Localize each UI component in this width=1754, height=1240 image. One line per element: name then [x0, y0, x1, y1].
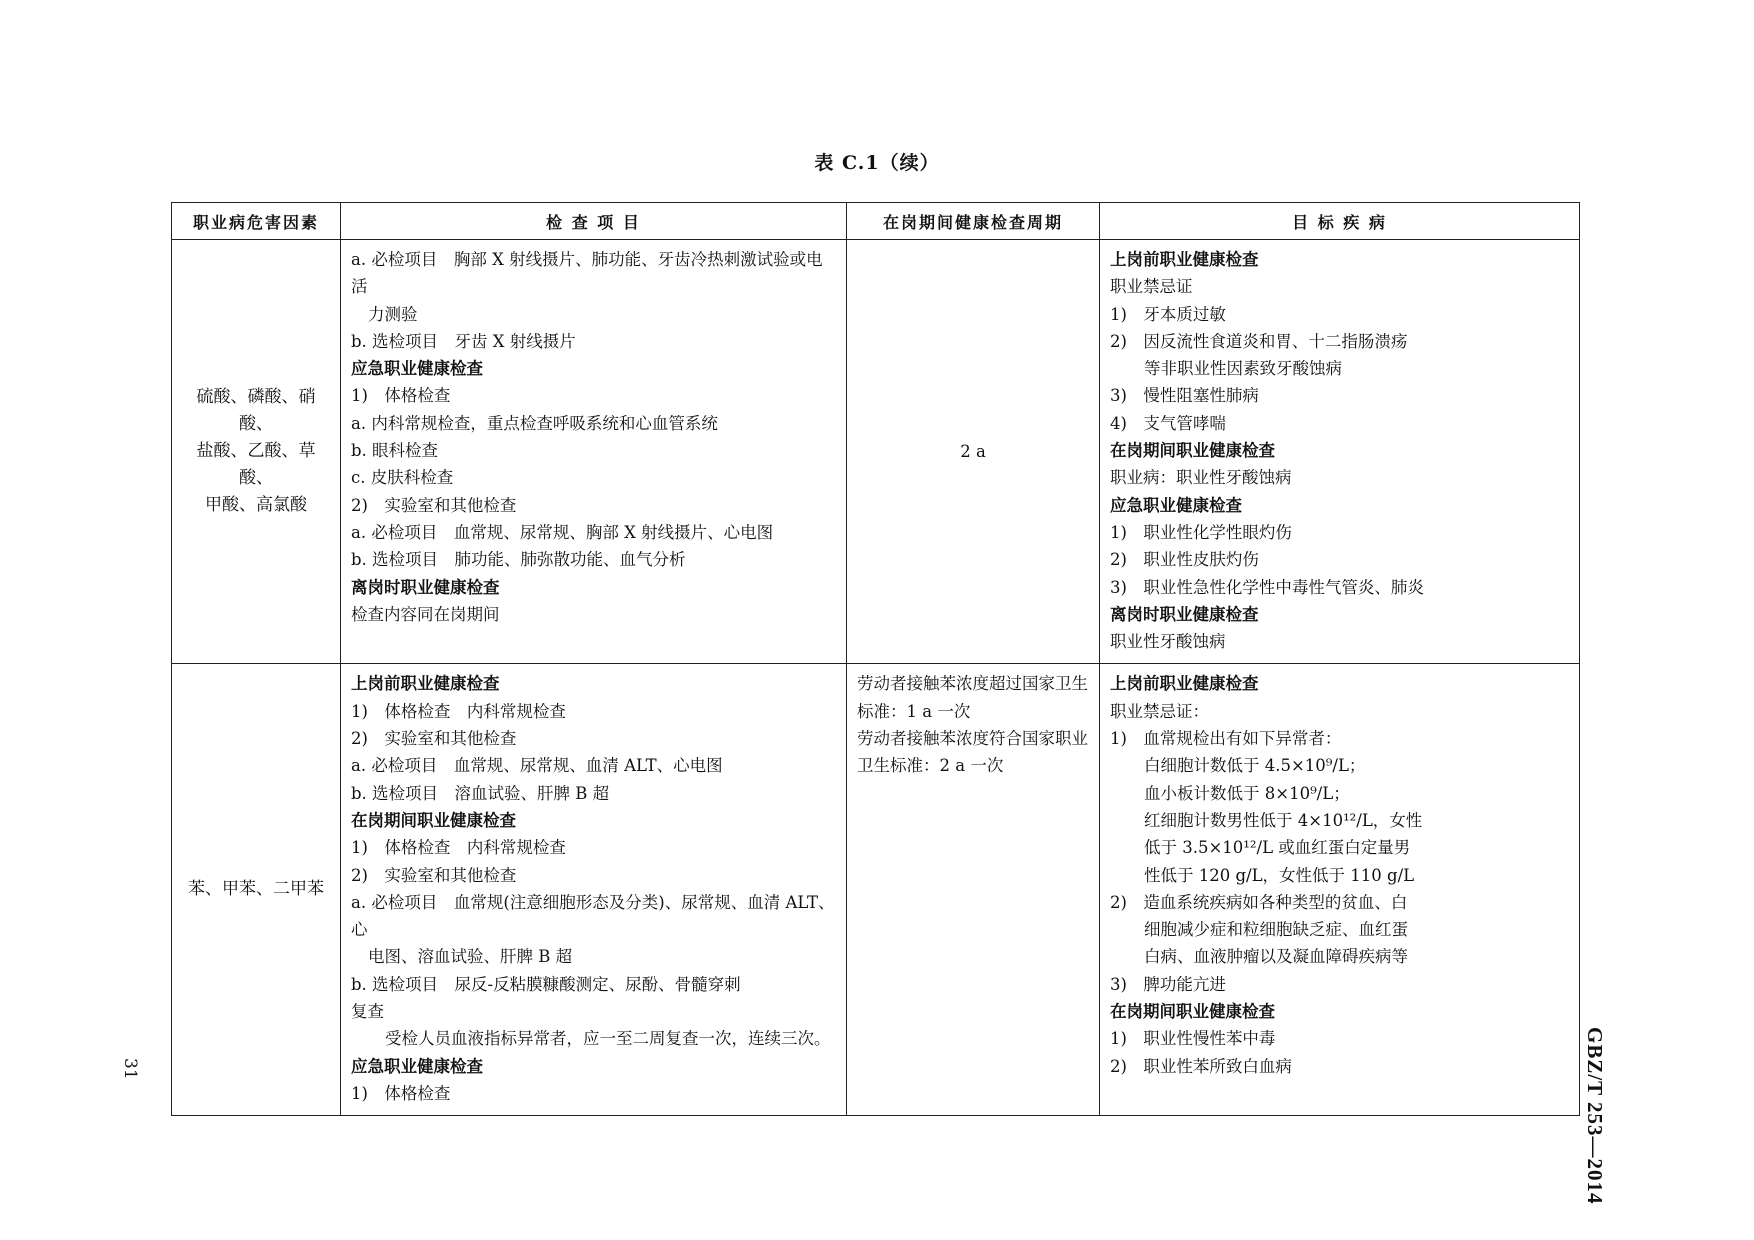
health-check-table	[171, 202, 1580, 1116]
text-line: 1) 血常规检出有如下异常者：	[1110, 729, 1342, 749]
items-lines	[341, 240, 846, 636]
text-line: 细胞减少症和粒细胞缺乏症、血红蛋	[1144, 920, 1408, 940]
period-line: 标准：1 a 一次	[857, 701, 971, 721]
section-heading: 应急职业健康检查	[351, 359, 483, 379]
text-line: 受检人员血液指标异常者，应一至二周复查一次，连续三次。	[385, 1029, 831, 1049]
page-number: 31	[120, 1058, 140, 1080]
section-heading: 离岗时职业健康检查	[351, 577, 500, 597]
factor-cell	[172, 240, 341, 664]
period-line: 劳动者接触苯浓度符合国家职业	[857, 729, 1088, 749]
text-line: 2) 职业性皮肤灼伤	[1110, 550, 1259, 570]
text-line: 2) 因反流性食道炎和胃、十二指肠溃疡	[1110, 331, 1408, 351]
items-lines	[341, 664, 846, 1115]
text-line: b. 选检项目 肺功能、肺弥散功能、血气分析	[351, 550, 686, 570]
standard-code: GBZ/T 253—2014	[1583, 1027, 1607, 1205]
period-cell	[847, 664, 1100, 1116]
text-line: 等非职业性因素致牙酸蚀病	[1144, 359, 1342, 379]
factor-line: 盐酸、乙酸、草酸、	[196, 441, 316, 489]
period-value: 2 a	[960, 442, 986, 462]
text-line: 低于 3.5×10¹²/L 或血红蛋白定量男	[1144, 838, 1411, 858]
table-row	[172, 240, 1580, 664]
header-diseases: 目 标 疾 病	[1100, 203, 1580, 240]
items-cell	[341, 240, 847, 664]
section-heading: 在岗期间职业健康检查	[351, 810, 516, 830]
text-line: 白细胞计数低于 4.5×10⁹/L；	[1144, 756, 1366, 776]
table-row	[172, 664, 1580, 1116]
text-line: 2) 实验室和其他检查	[351, 729, 517, 749]
diseases-cell	[1100, 240, 1580, 664]
text-line: b. 眼科检查	[351, 441, 439, 461]
section-heading: 上岗前职业健康检查	[1110, 674, 1259, 694]
text-line: 血小板计数低于 8×10⁹/L；	[1144, 783, 1350, 803]
text-line: a. 必检项目 血常规、尿常规、胸部 X 射线摄片、心电图	[351, 522, 774, 542]
text-line: a. 必检项目 血常规、尿常规、血清 ALT、心电图	[351, 756, 723, 776]
period-line: 卫生标准：2 a 一次	[857, 756, 1004, 776]
text-line: b. 选检项目 尿反-反粘膜糠酸测定、尿酚、骨髓穿刺	[351, 974, 741, 994]
text-line: a. 内科常规检查，重点检查呼吸系统和心血管系统	[351, 413, 718, 433]
text-line: 1) 体格检查	[351, 386, 451, 406]
section-heading: 上岗前职业健康检查	[1110, 250, 1259, 269]
text-line: 3) 脾功能亢进	[1110, 974, 1226, 994]
header-period: 在岗期间健康检查周期	[847, 203, 1100, 240]
text-line: a. 必检项目 血常规(注意细胞形态及分类)、尿常规、血清 ALT、心	[351, 892, 835, 940]
section-heading: 上岗前职业健康检查	[351, 674, 500, 694]
header-items: 检 查 项 目	[341, 203, 847, 240]
text-line: 2) 实验室和其他检查	[351, 495, 517, 515]
factor-line: 硫酸、磷酸、硝酸、	[196, 387, 316, 435]
section-heading: 应急职业健康检查	[351, 1056, 483, 1076]
text-line: 2) 职业性苯所致白血病	[1110, 1056, 1292, 1076]
text-line: 1) 体格检查 内科常规检查	[351, 701, 566, 721]
text-line: 复查	[351, 1002, 384, 1022]
factor-cell	[172, 664, 341, 1116]
diseases-lines	[1100, 240, 1579, 663]
diseases-cell	[1100, 664, 1580, 1116]
section-heading: 在岗期间职业健康检查	[1110, 1002, 1275, 1022]
factor-line: 甲酸、高氯酸	[205, 495, 307, 516]
factor-line: 苯、甲苯、二甲苯	[188, 879, 324, 900]
items-cell	[341, 664, 847, 1116]
text-line: b. 选检项目 牙齿 X 射线摄片	[351, 331, 576, 351]
section-heading: 离岗时职业健康检查	[1110, 604, 1259, 624]
text-line: 3) 慢性阻塞性肺病	[1110, 386, 1259, 406]
text-line: 力测验	[368, 304, 418, 324]
text-line: 检查内容同在岗期间	[351, 604, 500, 624]
table-caption: 表 C.1（续）	[814, 152, 940, 174]
text-line: 1) 职业性慢性苯中毒	[1110, 1029, 1276, 1049]
section-heading: 在岗期间职业健康检查	[1110, 441, 1275, 461]
text-line: 1) 体格检查	[351, 1083, 451, 1103]
period-lines	[847, 664, 1099, 787]
text-line: 红细胞计数男性低于 4×10¹²/L，女性	[1144, 810, 1423, 830]
text-line: 1) 职业性化学性眼灼伤	[1110, 522, 1292, 542]
text-line: 4) 支气管哮喘	[1110, 413, 1226, 433]
text-line: 职业病：职业性牙酸蚀病	[1110, 468, 1292, 488]
text-line: 1) 牙本质过敏	[1110, 304, 1226, 324]
text-line: b. 选检项目 溶血试验、肝脾 B 超	[351, 783, 610, 803]
period-line: 劳动者接触苯浓度超过国家卫生	[857, 674, 1088, 694]
text-line: c. 皮肤科检查	[351, 468, 454, 488]
text-line: 职业禁忌证	[1110, 277, 1193, 297]
text-line: 电图、溶血试验、肝脾 B 超	[368, 947, 573, 967]
text-line: 2) 造血系统疾病如各种类型的贫血、白	[1110, 892, 1408, 912]
text-line: 职业禁忌证：	[1110, 701, 1209, 721]
text-line: a. 必检项目 胸部 X 射线摄片、肺功能、牙齿冷热刺激试验或电活	[351, 250, 823, 297]
text-line: 3) 职业性急性化学性中毒性气管炎、肺炎	[1110, 577, 1424, 597]
header-factor: 职业病危害因素	[172, 203, 341, 240]
text-line: 职业性牙酸蚀病	[1110, 632, 1226, 652]
section-heading: 应急职业健康检查	[1110, 495, 1242, 515]
period-cell	[847, 240, 1100, 664]
text-line: 2) 实验室和其他检查	[351, 865, 517, 885]
table-header-row	[172, 203, 1580, 240]
text-line: 1) 体格检查 内科常规检查	[351, 838, 566, 858]
diseases-lines	[1100, 664, 1579, 1087]
text-line: 白病、血液肿瘤以及凝血障碍疾病等	[1144, 947, 1408, 967]
text-line: 性低于 120 g/L，女性低于 110 g/L	[1144, 865, 1415, 885]
